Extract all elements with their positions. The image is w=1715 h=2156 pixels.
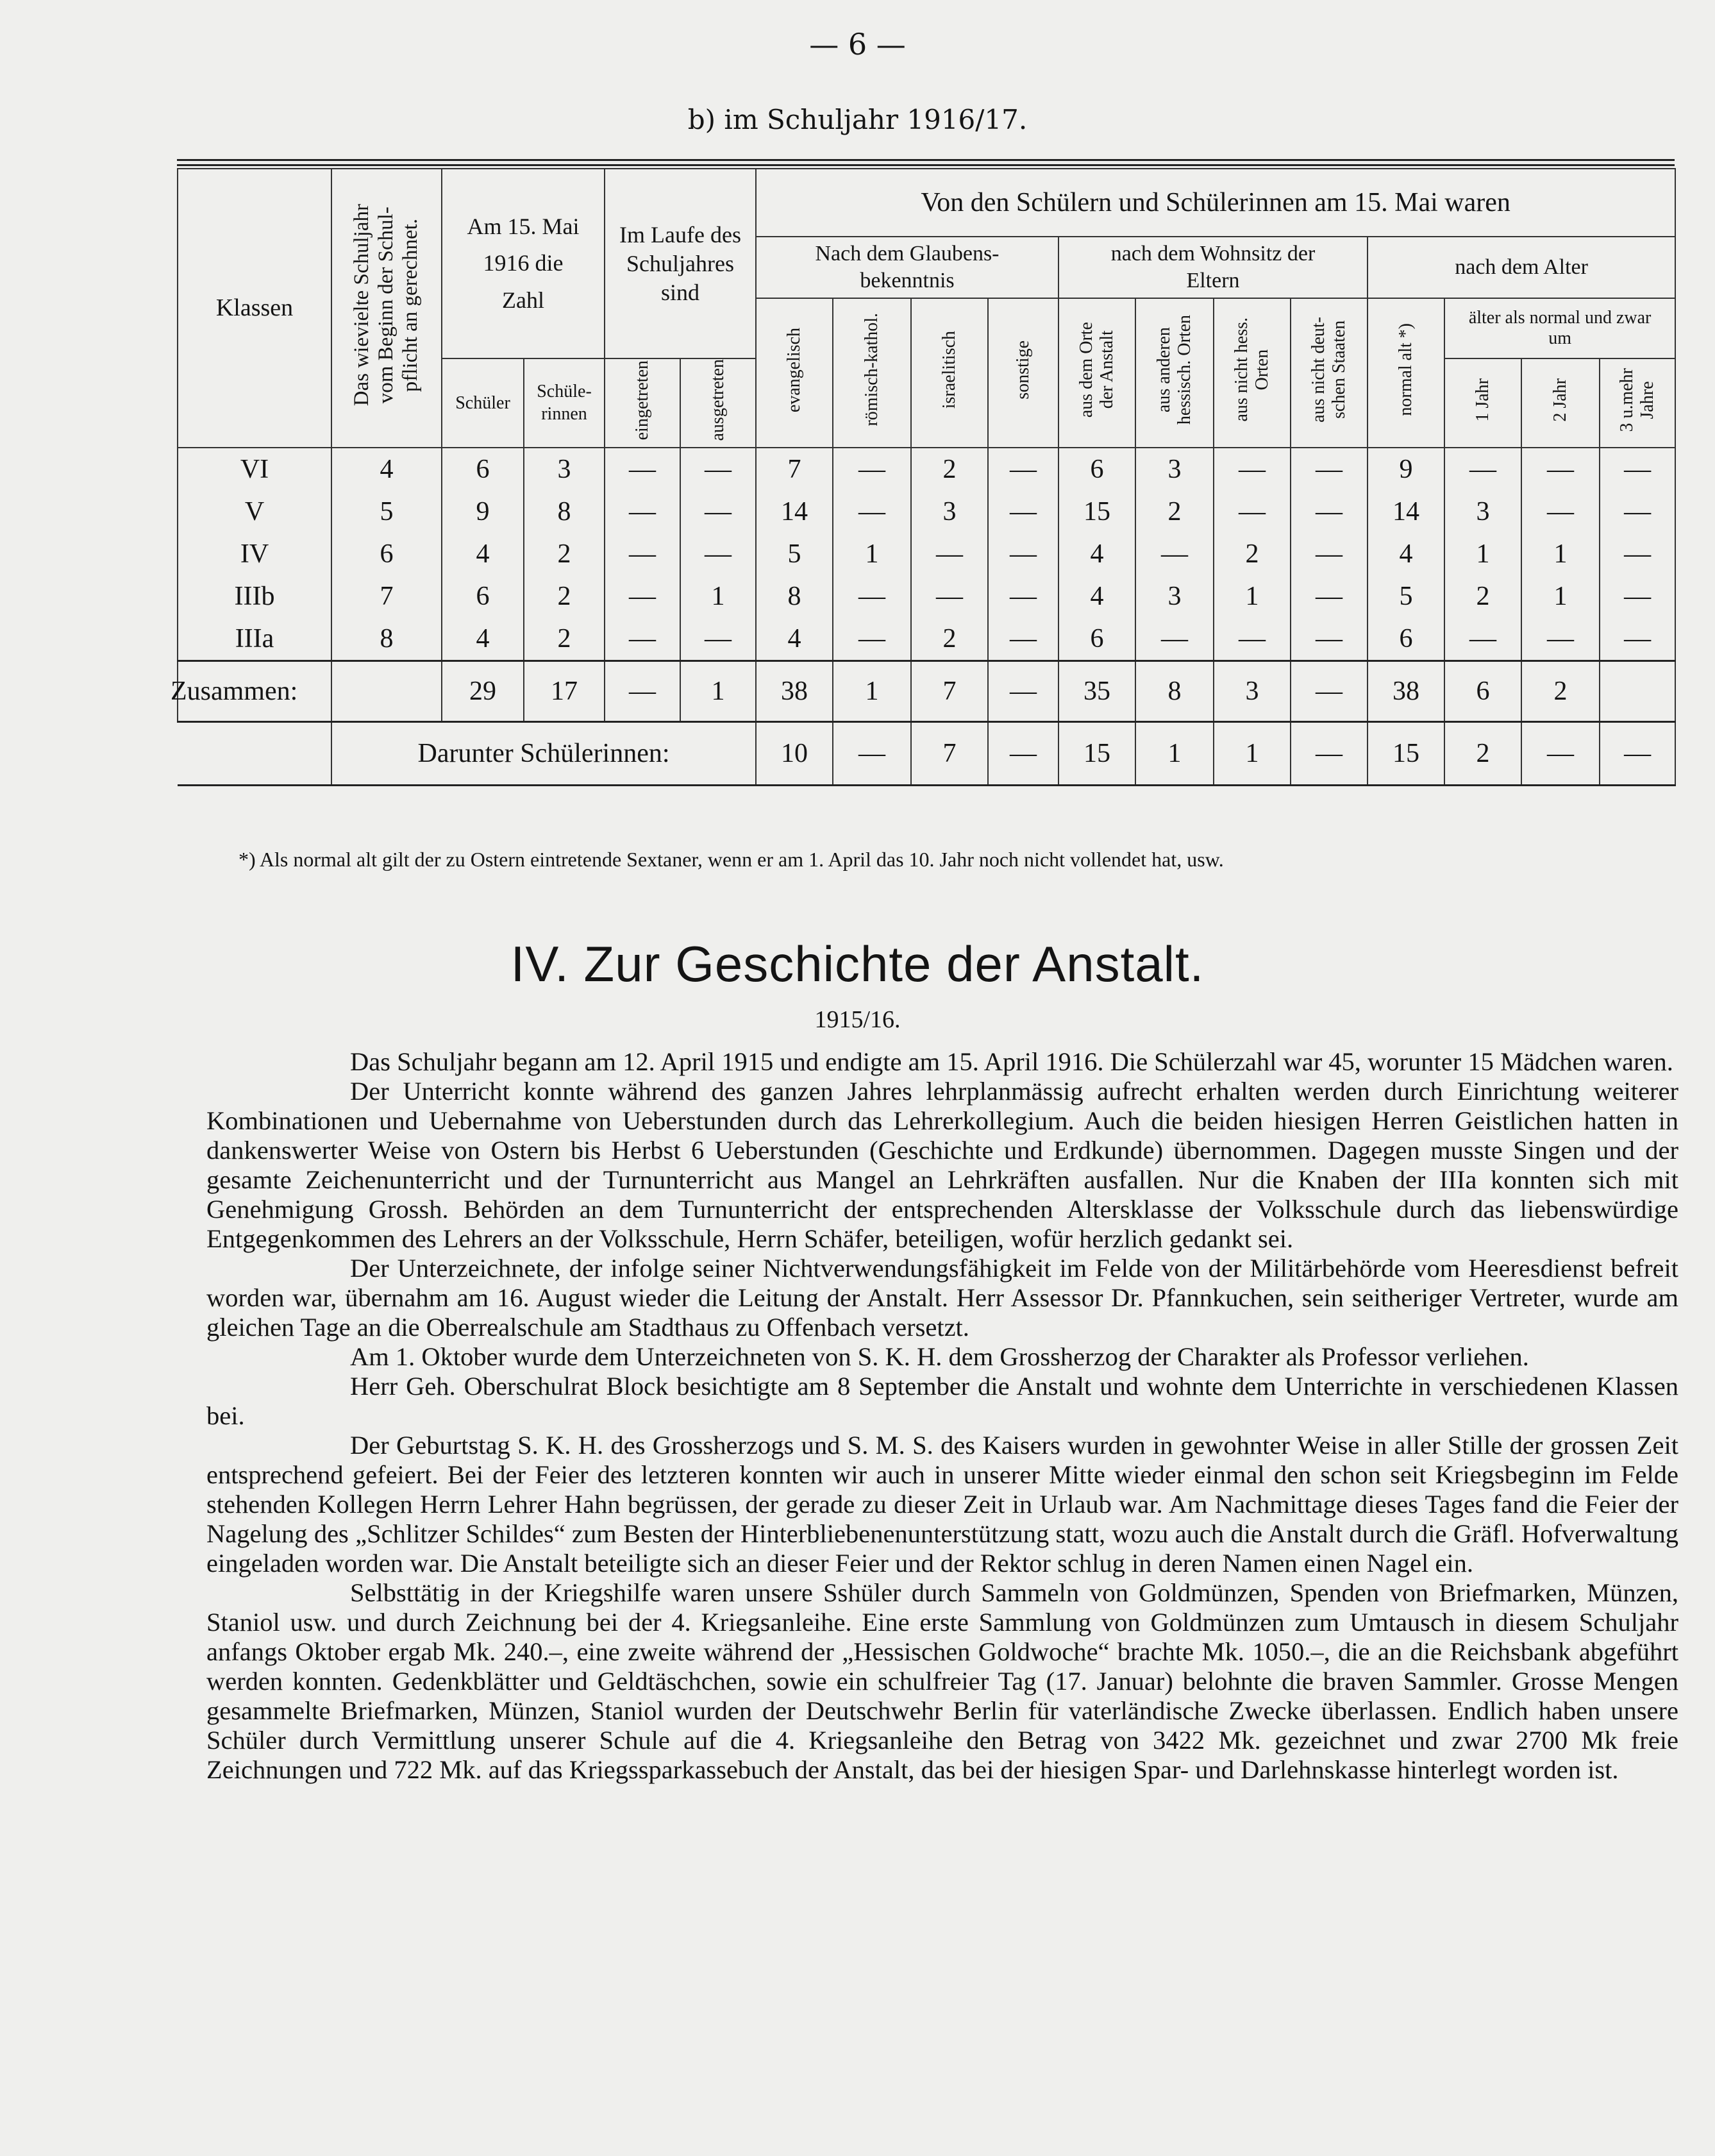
table-cell: 6 xyxy=(442,575,524,618)
total-cell: 1 xyxy=(833,661,911,721)
table-cell: 5 xyxy=(1368,575,1444,618)
girls-blank-cell xyxy=(178,721,331,785)
girls-cell: 10 xyxy=(756,721,833,785)
table-cell: 2 xyxy=(524,618,605,661)
table-cell: — xyxy=(1600,491,1675,533)
header-schueler: Schüler xyxy=(442,358,524,448)
class-label: V xyxy=(178,491,331,533)
table-cell: — xyxy=(1600,618,1675,661)
table-cell: — xyxy=(605,448,680,491)
header-alter: nach dem Alter xyxy=(1368,237,1675,298)
girls-cell: 2 xyxy=(1444,721,1521,785)
header-am15-line-2: 1916 die xyxy=(483,250,564,276)
table-cell: — xyxy=(1444,618,1521,661)
girls-cell: — xyxy=(1521,721,1600,785)
table-cell: 9 xyxy=(1368,448,1444,491)
top-rule-inner xyxy=(177,164,1675,166)
girls-cell: 15 xyxy=(1368,721,1444,785)
table-cell: 1 xyxy=(1521,575,1600,618)
table-cell: 3 xyxy=(911,491,988,533)
table-cell: 7 xyxy=(756,448,833,491)
header-aelter: älter als normal und zwar um xyxy=(1444,298,1675,358)
table-cell: 6 xyxy=(442,448,524,491)
table-cell: — xyxy=(833,618,911,661)
table-cell: 6 xyxy=(1058,448,1135,491)
header-nicht-deutsch xyxy=(1291,298,1368,448)
total-label: Zusammen: xyxy=(170,661,324,721)
header-evangelisch xyxy=(756,298,833,448)
header-normal-label: normal alt *) xyxy=(1395,323,1416,417)
table-cell: 1 xyxy=(1214,575,1291,618)
header-eingetreten-label: eingetreten xyxy=(632,360,652,440)
table-cell: — xyxy=(680,448,756,491)
table-cell: 2 xyxy=(911,618,988,661)
girls-cell: — xyxy=(1291,721,1368,785)
statistics-table xyxy=(171,168,1676,786)
header-am15-line-3: Zahl xyxy=(502,287,544,313)
table-cell: 6 xyxy=(1368,618,1444,661)
body-text xyxy=(206,1047,1678,1785)
table-cell: — xyxy=(1600,533,1675,575)
table-cell: — xyxy=(1600,575,1675,618)
header-klassen: Klassen xyxy=(178,169,331,448)
class-label: IIIa xyxy=(178,618,331,661)
table-cell: 8 xyxy=(524,491,605,533)
header-ausgetreten-label: ausgetreten xyxy=(707,359,728,441)
girls-row xyxy=(178,721,1675,785)
header-nicht-hess-line-2: Orten xyxy=(1252,349,1273,391)
total-cell: 29 xyxy=(442,661,524,721)
girls-cell: — xyxy=(1600,721,1675,785)
header-normal xyxy=(1368,298,1444,448)
table-row xyxy=(178,533,1675,575)
table-cell: 2 xyxy=(1214,533,1291,575)
table-row xyxy=(178,491,1675,533)
table-cell: 4 xyxy=(331,448,442,491)
table-cell: 2 xyxy=(524,575,605,618)
total-cell: 6 xyxy=(1444,661,1521,721)
header-am15 xyxy=(442,169,605,358)
header-israelitisch-label: israelitisch xyxy=(939,331,959,409)
total-cell: — xyxy=(1291,661,1368,721)
paragraph: Der Unterricht konnte während des ganzen Jahres lehrplanmässig aufrecht erhalten werden durch Einrichtung weiterer Kombinationen und Uebernahme von Ueberstunden durch das Lehrerkollegium. Auch die beiden hiesigen Herren Geistlichen hatten in dankenswerter Weise von Ostern bis Herbst 6 Ueberstunden (Geschichte und Erdkunde) übernommen. Dagegen musste Singen und der gesamte Zeichenunterricht und der Turnunterricht aus Mangel an Lehrkräften ausfallen. Nur die Knaben der IIIa konnten sich mit Genehmigung Grossh. Behörden an dem Turnunterricht der entsprechenden Altersklasse der Volksschule durch das liebenswürdige Entgegenkommen des Lehrers an der Volksschule, Herrn Schäfer, beteiligen, wofür herzlich gedankt sei. xyxy=(206,1077,1678,1253)
header-sonstige-label: sonstige xyxy=(1012,340,1033,400)
table-cell: 15 xyxy=(1058,491,1135,533)
girls-cell: 15 xyxy=(1058,721,1135,785)
table-cell: — xyxy=(1214,491,1291,533)
table-cell: — xyxy=(1291,575,1368,618)
table-cell: — xyxy=(988,491,1058,533)
table-cell: 4 xyxy=(1368,533,1444,575)
total-cell: 1 xyxy=(680,661,756,721)
table-cell: — xyxy=(605,533,680,575)
table-cell: — xyxy=(1135,533,1214,575)
total-cell: — xyxy=(605,661,680,721)
table-cell: 6 xyxy=(1058,618,1135,661)
table-cell: — xyxy=(1214,618,1291,661)
table-cell: 3 xyxy=(1135,448,1214,491)
total-cell: 2 xyxy=(1521,661,1600,721)
table-cell: 1 xyxy=(680,575,756,618)
table-row xyxy=(178,618,1675,661)
table-cell: 14 xyxy=(756,491,833,533)
page-number: — 6 — xyxy=(809,27,906,62)
header-3jahr xyxy=(1600,358,1675,448)
table-cell: 2 xyxy=(524,533,605,575)
table-cell: — xyxy=(1214,448,1291,491)
table-cell: — xyxy=(1291,533,1368,575)
table-cell: — xyxy=(680,618,756,661)
total-cell: — xyxy=(988,661,1058,721)
table-cell: — xyxy=(605,491,680,533)
total-cell: 8 xyxy=(1135,661,1214,721)
table-cell: — xyxy=(988,575,1058,618)
table-cell: 4 xyxy=(1058,533,1135,575)
table-footnote: *) Als normal alt gilt der zu Ostern eintretende Sextaner, wenn er am 1. April das 10. Jahr noch nicht vollendet hat, usw. xyxy=(238,848,1224,871)
table-cell: — xyxy=(605,575,680,618)
header-anderen-hess-line-1: aus anderen xyxy=(1153,327,1174,413)
table-cell: — xyxy=(833,491,911,533)
header-3jahr-line-2: Jahre xyxy=(1637,381,1658,419)
girls-cell: 7 xyxy=(911,721,988,785)
table-cell: — xyxy=(680,533,756,575)
table-cell: 5 xyxy=(756,533,833,575)
header-sonstige xyxy=(988,298,1058,448)
header-schuljahr-line-1: Das wievielte Schuljahr xyxy=(350,204,374,407)
paragraph: Der Unterzeichnete, der infolge seiner Nichtverwendungsfähigkeit im Felde von der Militärbehörde vom Heeresdienst befreit worden war, übernahm am 16. August wieder die Leitung der Anstalt. Herr Assessor Dr. Pfannkuchen, sein seitheriger Vertreter, wurde am gleichen Tage an die Oberrealschule am Stadthaus zu Offenbach versetzt. xyxy=(206,1254,1678,1342)
header-nicht-hess-line-1: aus nicht hess. xyxy=(1231,317,1251,423)
table-cell: 8 xyxy=(756,575,833,618)
girls-cell: — xyxy=(833,721,911,785)
header-orte-anstalt-line-1: aus dem Orte xyxy=(1076,322,1096,418)
header-ausgetreten xyxy=(680,358,756,448)
table-cell: 6 xyxy=(331,533,442,575)
section-heading: IV. Zur Geschichte der Anstalt. xyxy=(510,936,1205,992)
table-cell: 1 xyxy=(1521,533,1600,575)
header-1jahr-label: 1 Jahr xyxy=(1472,378,1493,422)
table-cell: — xyxy=(988,533,1058,575)
table-cell: — xyxy=(988,618,1058,661)
total-cell: 3 xyxy=(1214,661,1291,721)
paragraph: Herr Geh. Oberschulrat Block besichtigte am 8 September die Anstalt und wohnte dem Unterrichte in verschiedenen Klassen bei. xyxy=(206,1372,1678,1430)
header-nicht-hess xyxy=(1214,298,1291,448)
paragraph: Das Schuljahr begann am 12. April 1915 und endigte am 15. April 1916. Die Schülerzahl war 45, worunter 15 Mädchen waren. xyxy=(350,1047,1673,1076)
header-schuelerinnen: Schüle- rinnen xyxy=(524,358,605,448)
table-cell: — xyxy=(1291,448,1368,491)
table-cell: — xyxy=(1600,448,1675,491)
table-cell: — xyxy=(833,575,911,618)
table-cell: 2 xyxy=(1444,575,1521,618)
header-glaube: Nach dem Glaubens- bekenntnis xyxy=(756,237,1058,298)
total-row xyxy=(178,661,1675,721)
header-schuljahr-line-3: pflicht an gerechnet. xyxy=(398,218,422,392)
header-nicht-deutsch-line-1: aus nicht deut- xyxy=(1308,317,1328,423)
table-cell: — xyxy=(1521,618,1600,661)
table-cell: 7 xyxy=(331,575,442,618)
table-cell: 4 xyxy=(756,618,833,661)
total-cell: 35 xyxy=(1058,661,1135,721)
table-cell: 8 xyxy=(331,618,442,661)
table-cell: — xyxy=(1521,491,1600,533)
girls-cell: — xyxy=(988,721,1058,785)
table-cell: — xyxy=(1291,491,1368,533)
class-label: IV xyxy=(178,533,331,575)
table-cell: — xyxy=(605,618,680,661)
table-cell: 4 xyxy=(442,618,524,661)
table-cell: 4 xyxy=(442,533,524,575)
table-subtitle: b) im Schuljahr 1916/17. xyxy=(687,104,1028,135)
paragraph: Der Geburtstag S. K. H. des Grossherzogs und S. M. S. des Kaisers wurden in gewohnter Weise in aller Stille der grossen Zeit entsprechend gefeiert. Bei der Feier des letzteren konnten wir auch in unserer Mitte wieder einmal den schon seit Kriegsbeginn im Felde stehenden Kollegen Herrn Lehrer Hahn begrüssen, der gerade zu dieser Zeit in Urlaub war. Am Nachmittage dieses Tages fand die Feier der Nagelung des „Schlitzer Schildes“ zum Besten der Hinterbliebenenunterstützung statt, wozu auch die Anstalt durch die Gräfl. Hofverwaltung eingeladen worden war. Die Anstalt beteiligte sich an dieser Feier und der Rektor schlug in deren Namen einen Nagel ein. xyxy=(206,1431,1678,1578)
header-evangelisch-label: evangelisch xyxy=(783,327,804,412)
total-cell: 38 xyxy=(756,661,833,721)
table-row xyxy=(178,575,1675,618)
table-cell: 5 xyxy=(331,491,442,533)
table-cell: — xyxy=(680,491,756,533)
section-year: 1915/16. xyxy=(814,1006,901,1033)
table-cell: — xyxy=(911,575,988,618)
header-1jahr xyxy=(1444,358,1521,448)
total-cell: 17 xyxy=(524,661,605,721)
girls-cell: 1 xyxy=(1214,721,1291,785)
table-cell: 4 xyxy=(1058,575,1135,618)
table-cell: 3 xyxy=(524,448,605,491)
total-cell: 38 xyxy=(1368,661,1444,721)
table-cell: 1 xyxy=(1444,533,1521,575)
table-cell: — xyxy=(1291,618,1368,661)
table-cell: — xyxy=(988,448,1058,491)
table-cell: 3 xyxy=(1444,491,1521,533)
header-orte-anstalt xyxy=(1058,298,1135,448)
header-am15-line-1: Am 15. Mai xyxy=(467,213,580,239)
table-cell: — xyxy=(1444,448,1521,491)
paragraph: Selbsttätig in der Kriegshilfe waren unsere Sshüler durch Sammeln von Goldmünzen, Spenden von Briefmarken, Münzen, Staniol usw. und durch Zeichnung bei der 4. Kriegsanleihe. Eine erste Sammlung von Goldmünzen zum Umtausch in diesem Schuljahr anfangs Oktober ergab Mk. 240.–, eine zweite während der „Hessischen Goldwoche“ brachte Mk. 1050.–, die an die Reichsbank abgeführt werden konnten. Gedenkblätter und Geldtäschchen, sowie ein schulfreier Tag (17. Januar) belohnte die braven Sammler. Grosse Mengen gesammelte Briefmarken, Münzen, Staniol wurden der Deutschwehr Berlin für vaterländische Zwecke überlassen. Endlich haben unsere Schüler durch Vermittlung unserer Schule auf die 4. Kriegsanleihe den Betrag von 3422 Mk. gezeichnet und zwar 2700 Mk freie Zeichnungen und 722 Mk. auf das Kriegssparkassebuch der Anstalt, das bei der hiesigen Spar- und Darlehnskasse hinterlegt worden ist. xyxy=(206,1578,1678,1784)
class-label: VI xyxy=(178,448,331,491)
class-label: IIIb xyxy=(178,575,331,618)
table-cell: — xyxy=(1521,448,1600,491)
table-cell: — xyxy=(1135,618,1214,661)
table-row xyxy=(178,448,1675,491)
top-rule xyxy=(177,159,1675,161)
header-von-den-schuelern: Von den Schülern und Schülerinnen am 15. Mai waren xyxy=(756,169,1675,237)
header-anderen-hess-line-2: hessisch. Orten xyxy=(1175,315,1195,425)
total-cell xyxy=(1600,661,1675,721)
header-nicht-deutsch-line-2: schen Staaten xyxy=(1329,321,1350,419)
table-cell: 2 xyxy=(1135,491,1214,533)
table-cell: — xyxy=(911,533,988,575)
total-cell: 7 xyxy=(911,661,988,721)
table-cell: 14 xyxy=(1368,491,1444,533)
header-anderen-hess xyxy=(1135,298,1214,448)
header-schuljahr-line-2: vom Beginn der Schul- xyxy=(374,206,398,404)
table-cell: 2 xyxy=(911,448,988,491)
girls-label: Darunter Schülerinnen: xyxy=(331,721,756,785)
table-cell: 3 xyxy=(1135,575,1214,618)
header-schuljahr xyxy=(331,169,442,448)
girls-cell: 1 xyxy=(1135,721,1214,785)
header-2jahr xyxy=(1521,358,1600,448)
table-cell: 9 xyxy=(442,491,524,533)
header-wohnsitz: nach dem Wohnsitz der Eltern xyxy=(1058,237,1368,298)
header-laufe: Im Laufe des Schuljahres sind xyxy=(605,169,756,358)
header-schuljahr-label xyxy=(350,204,423,406)
total-empty-cell xyxy=(331,661,442,721)
header-2jahr-label: 2 Jahr xyxy=(1550,378,1570,422)
header-3jahr-line-1: 3 u.mehr xyxy=(1616,367,1637,432)
header-eingetreten xyxy=(605,358,680,448)
header-roemisch xyxy=(833,298,911,448)
header-roemisch-label: römisch-kathol. xyxy=(861,313,882,427)
paragraph: Am 1. Oktober wurde dem Unterzeichneten von S. K. H. dem Grossherzog der Charakter als Professor verliehen. xyxy=(350,1342,1529,1371)
table-cell: — xyxy=(833,448,911,491)
header-orte-anstalt-line-2: der Anstalt xyxy=(1097,330,1117,409)
header-israelitisch xyxy=(911,298,988,448)
table-cell: 1 xyxy=(833,533,911,575)
